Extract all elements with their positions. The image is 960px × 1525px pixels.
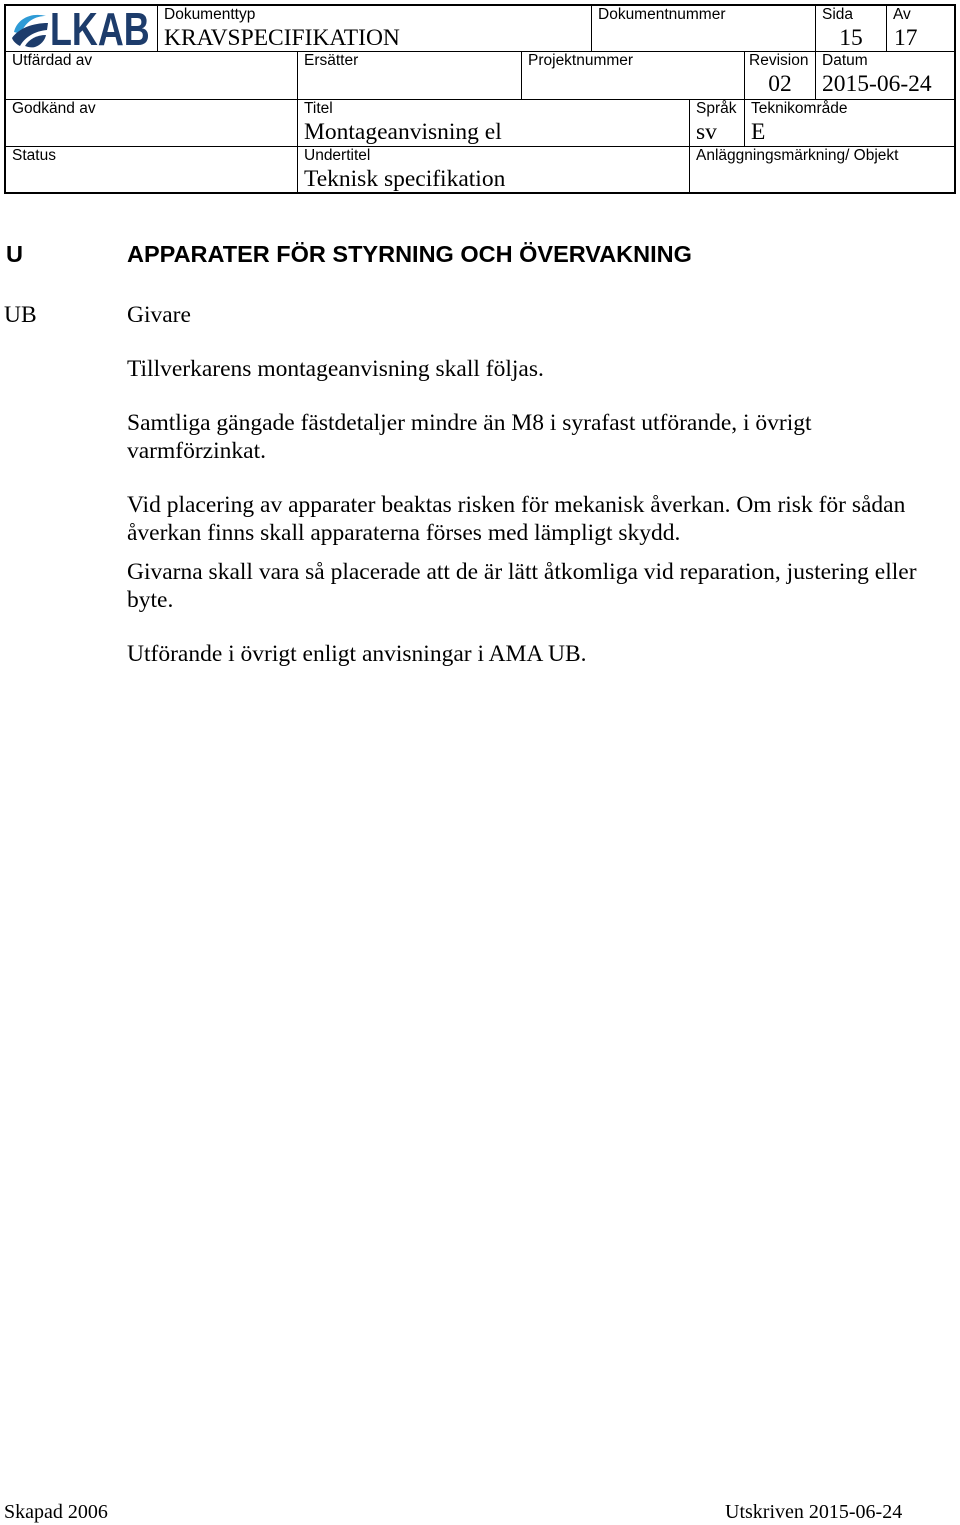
datum-label: Datum bbox=[822, 52, 868, 69]
paragraph-line: åverkan finns skall apparaterna förses med lämpligt skydd. bbox=[127, 519, 681, 546]
titel-label: Titel bbox=[304, 100, 333, 117]
document-header bbox=[4, 4, 956, 194]
undertitel-cell bbox=[298, 147, 690, 192]
paragraph-2 bbox=[127, 410, 812, 465]
datum-cell bbox=[816, 52, 954, 99]
dokumenttyp-cell bbox=[158, 6, 592, 51]
footer-created: Skapad 2006 bbox=[4, 1501, 108, 1523]
paragraph-line: Tillverkarens montageanvisning skall följas. bbox=[127, 356, 544, 382]
logo-cell bbox=[6, 3, 158, 55]
sprak-label: Språk bbox=[696, 100, 737, 117]
paragraph-line: Givarna skall vara så placerade att de är lätt åtkomliga vid reparation, justering eller bbox=[127, 559, 917, 585]
dokumenttyp-label: Dokumenttyp bbox=[164, 6, 256, 23]
paragraph-line: Samtliga gängade fästdetaljer mindre än M8 i syrafast utförande, i övrigt bbox=[127, 410, 812, 436]
footer-printed: Utskriven 2015-06-24 bbox=[725, 1501, 903, 1523]
sida-cell bbox=[816, 6, 887, 51]
revision-label: Revision bbox=[749, 52, 809, 69]
teknikomrade-cell bbox=[745, 100, 954, 146]
anlaggningsmarkning-label: Anläggningsmärkning/ Objekt bbox=[696, 147, 899, 164]
paragraph-line: Vid placering av apparater beaktas risken för mekanisk åverkan. Om risk för sådan bbox=[127, 492, 906, 518]
section-title: APPARATER FÖR STYRNING OCH ÖVERVAKNING bbox=[127, 241, 692, 267]
paragraph-line: Utförande i övrigt enligt anvisningar i AMA UB. bbox=[127, 641, 587, 667]
dokumenttyp-value: KRAVSPECIFIKATION bbox=[164, 25, 400, 51]
section-code: U bbox=[6, 241, 23, 267]
teknikomrade-value: E bbox=[751, 119, 766, 145]
anlaggningsmarkning-cell bbox=[690, 147, 954, 192]
utfardad-av-cell bbox=[6, 52, 298, 99]
ersatter-cell bbox=[298, 52, 522, 99]
undertitel-label: Undertitel bbox=[304, 147, 371, 164]
header-row-1 bbox=[6, 3, 954, 55]
projektnummer-cell bbox=[522, 52, 745, 99]
datum-value: 2015-06-24 bbox=[822, 71, 932, 97]
subsection-code: UB bbox=[4, 302, 37, 328]
paragraph-line: byte. bbox=[127, 586, 174, 613]
paragraph-line: varmförzinkat. bbox=[127, 437, 266, 464]
paragraph-1 bbox=[127, 356, 544, 384]
header-row-4 bbox=[6, 147, 954, 192]
status-label: Status bbox=[12, 147, 56, 164]
ersatter-label: Ersätter bbox=[304, 52, 359, 69]
utfardad-av-label: Utfärdad av bbox=[12, 52, 93, 69]
av-label: Av bbox=[893, 6, 911, 23]
subsection-title: Givare bbox=[127, 302, 191, 328]
sida-value: 15 bbox=[839, 25, 863, 51]
revision-cell bbox=[745, 52, 816, 99]
projektnummer-label: Projektnummer bbox=[528, 52, 634, 69]
paragraph-3 bbox=[127, 492, 905, 547]
lkab-swoosh-icon bbox=[11, 10, 49, 48]
godkand-av-label: Godkänd av bbox=[12, 100, 96, 117]
status-cell bbox=[6, 147, 298, 192]
av-cell bbox=[887, 6, 954, 51]
sida-label: Sida bbox=[822, 6, 854, 23]
teknikomrade-label: Teknikområde bbox=[751, 100, 848, 117]
godkand-av-cell bbox=[6, 100, 298, 146]
header-row-2 bbox=[6, 52, 954, 100]
dokumentnummer-cell bbox=[592, 6, 816, 51]
header-row-3 bbox=[6, 100, 954, 147]
logo-text: LKAB bbox=[50, 3, 150, 55]
sprak-value: sv bbox=[696, 119, 717, 145]
paragraph-5 bbox=[127, 641, 587, 669]
av-value: 17 bbox=[894, 25, 918, 51]
dokumentnummer-label: Dokumentnummer bbox=[598, 6, 726, 23]
titel-cell bbox=[298, 100, 690, 146]
undertitel-value: Teknisk specifikation bbox=[304, 166, 506, 192]
paragraph-4 bbox=[127, 559, 917, 614]
titel-value: Montageanvisning el bbox=[304, 119, 502, 145]
sprak-cell bbox=[690, 100, 745, 146]
revision-value: 02 bbox=[768, 71, 792, 97]
